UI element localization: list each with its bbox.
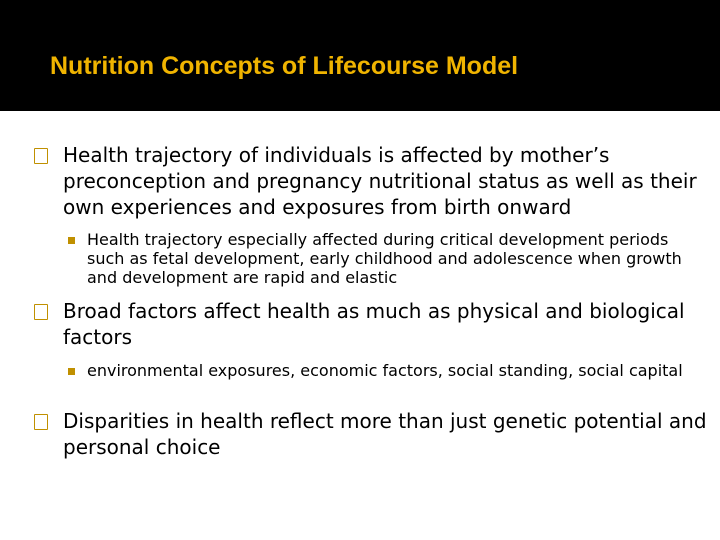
bullet-box-icon <box>34 148 48 164</box>
sub-bullet-text-2: environmental exposures, economic factors, social standing, social capital <box>87 361 683 380</box>
bullet-text-3: Disparities in health reflect more than just genetic potential and personal choice <box>63 409 707 459</box>
bullet-text-2: Broad factors affect health as much as physical and biological factors <box>63 299 685 349</box>
bullet-box-icon <box>34 304 48 320</box>
square-bullet-icon <box>68 237 75 244</box>
bullet-box-icon <box>34 414 48 430</box>
bullet-text-1: Health trajectory of individuals is affected by mother’s preconception and pregnancy nutritional status as well as their own experiences and exposures from birth onward <box>63 143 697 219</box>
sub-bullet-text-1: Health trajectory especially affected during critical development periods such as fetal development, early childhood and adolescence when growth and development are rapid and elastic <box>87 230 682 287</box>
slide-title: Nutrition Concepts of Lifecourse Model <box>50 52 519 80</box>
square-bullet-icon <box>68 368 75 375</box>
